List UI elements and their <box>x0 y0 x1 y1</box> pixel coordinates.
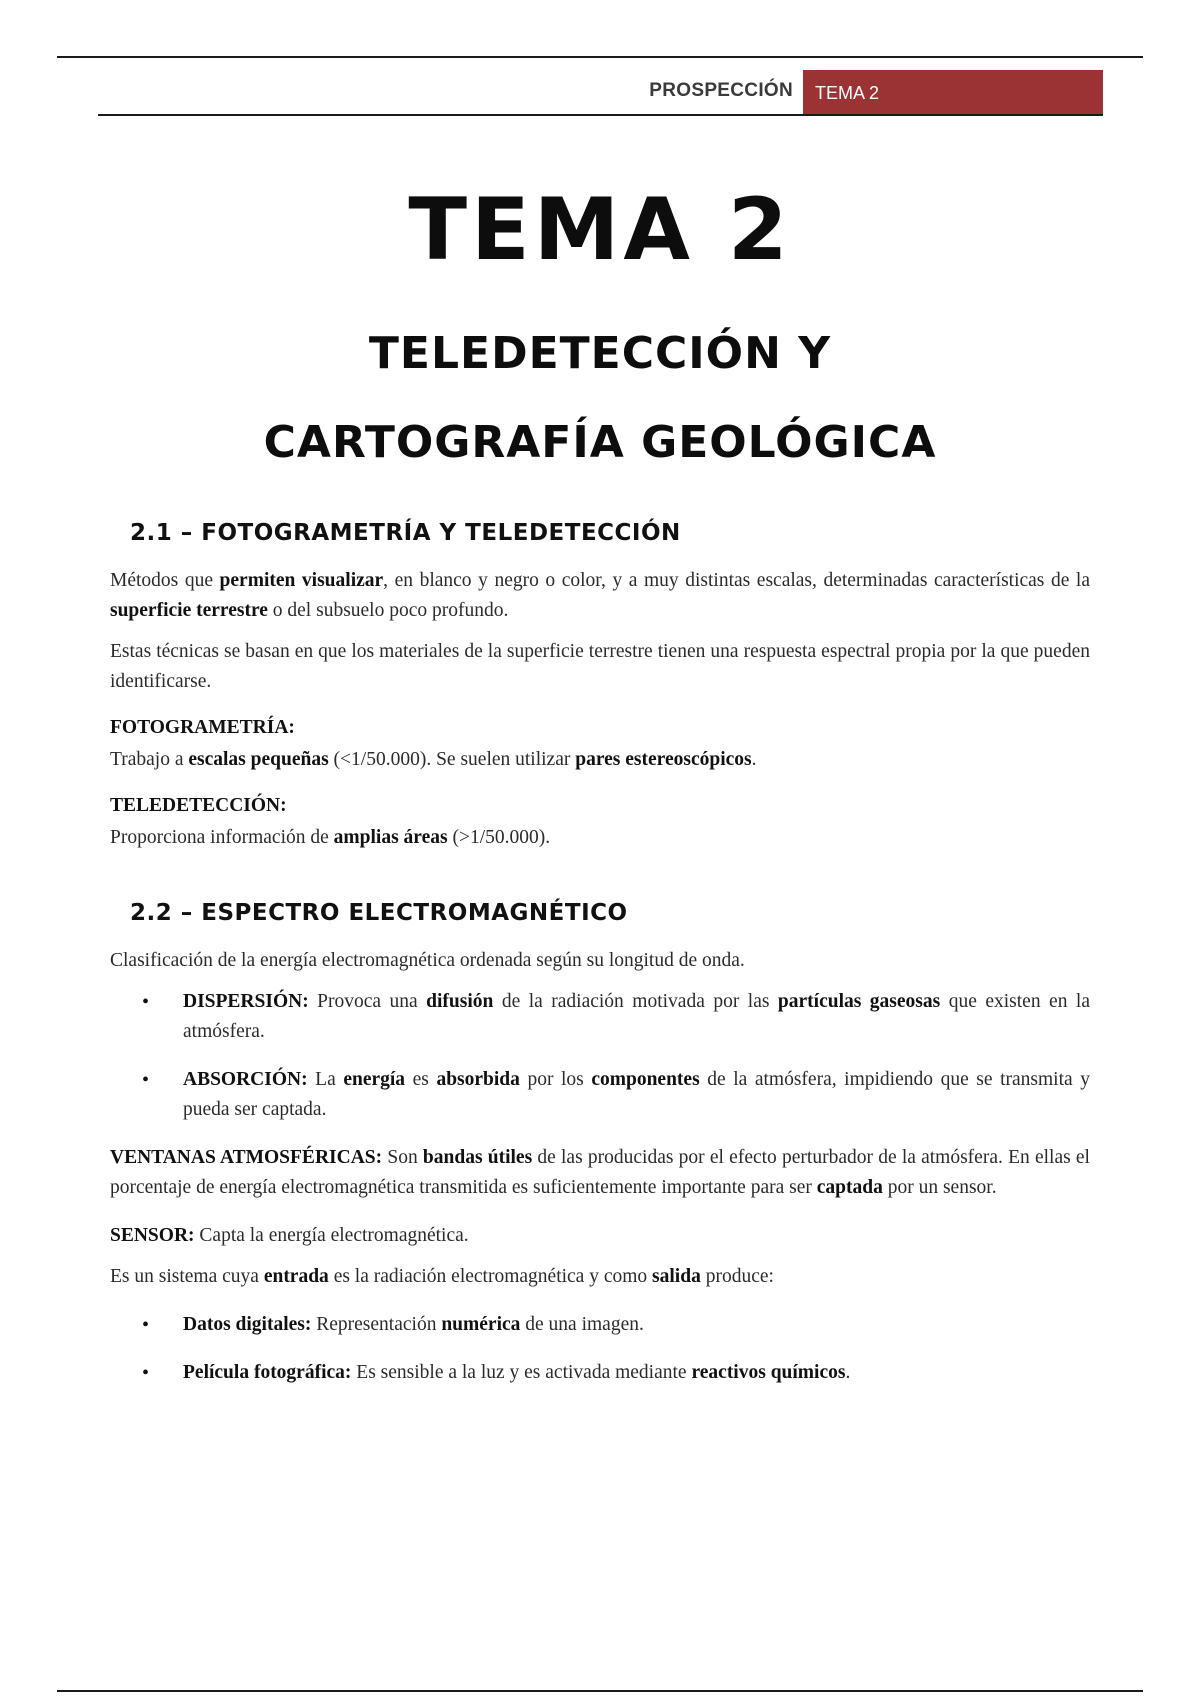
bullet-icon: • <box>142 1314 150 1336</box>
header-rule <box>98 114 1103 116</box>
page-title: TEMA 2 <box>408 180 792 280</box>
page-subtitle-line1: TELEDETECCIÓN Y <box>368 328 832 379</box>
list-atmospheric-effects <box>110 987 1090 1125</box>
list-sensor-outputs <box>110 1310 1090 1388</box>
paragraph-ventanas: VENTANAS ATMOSFÉRICAS: Son bandas útiles de las producidas por el efecto perturbador de la atmósfera. En ellas el porcentaje de energía electromagnética transmitida es suficientemente importante para ser captada por un sensor. <box>110 1147 1090 1198</box>
label-fotogrametria: FOTOGRAMETRÍA: <box>110 717 295 738</box>
bullet-icon: • <box>142 991 150 1013</box>
page-subtitle-line2: CARTOGRAFÍA GEOLÓGICA <box>263 417 937 468</box>
page-header <box>98 70 1103 116</box>
list-item-pelicula: • Película fotográfica: Es sensible a la luz y es activada mediante reactivos químicos. <box>110 1358 1090 1388</box>
paragraph-methods: Métodos que permiten visualizar, en blanco y negro o color, y a muy distintas escalas, determinadas características de la superficie terrestre o del subsuelo poco profundo. <box>110 570 1090 621</box>
document-body <box>110 520 1090 1406</box>
paragraph-techniques: Estas técnicas se basan en que los materiales de la superficie terrestre tienen una respuesta espectral propia por la que pueden identificarse. <box>110 641 1090 692</box>
top-rule <box>57 56 1143 58</box>
list-item-absorcion: • ABSORCIÓN: La energía es absorbida por los componentes de la atmósfera, impidiendo que se transmita y pueda ser captada. <box>110 1065 1090 1125</box>
section-heading-2-2: 2.2 – ESPECTRO ELECTROMAGNÉTICO <box>130 900 628 926</box>
paragraph-fotogrametria: Trabajo a escalas pequeñas (<1/50.000). Se suelen utilizar pares estereoscópicos. <box>110 749 757 770</box>
paragraph-sistema: Es un sistema cuya entrada es la radiación electromagnética y como salida produce: <box>110 1266 774 1287</box>
paragraph-spectrum-intro: Clasificación de la energía electromagnética ordenada según su longitud de onda. <box>110 950 745 971</box>
bullet-icon: • <box>142 1069 150 1091</box>
label-teledeteccion: TELEDETECCIÓN: <box>110 795 287 816</box>
paragraph-sensor: SENSOR: Capta la energía electromagnética. <box>110 1225 469 1246</box>
list-item-datos-digitales: • Datos digitales: Representación numérica de una imagen. <box>110 1310 1090 1340</box>
section-heading-2-1: 2.1 – FOTOGRAMETRÍA Y TELEDETECCIÓN <box>130 520 681 546</box>
paragraph-teledeteccion: Proporciona información de amplias áreas (>1/50.000). <box>110 827 551 848</box>
header-badge: TEMA 2 <box>803 70 1103 116</box>
bullet-icon: • <box>142 1362 150 1384</box>
header-subject: PROSPECCIÓN <box>649 80 793 101</box>
bottom-rule <box>57 1690 1143 1692</box>
list-item-dispersion: • DISPERSIÓN: Provoca una difusión de la radiación motivada por las partículas gaseosas que existen en la atmósfera. <box>110 987 1090 1047</box>
